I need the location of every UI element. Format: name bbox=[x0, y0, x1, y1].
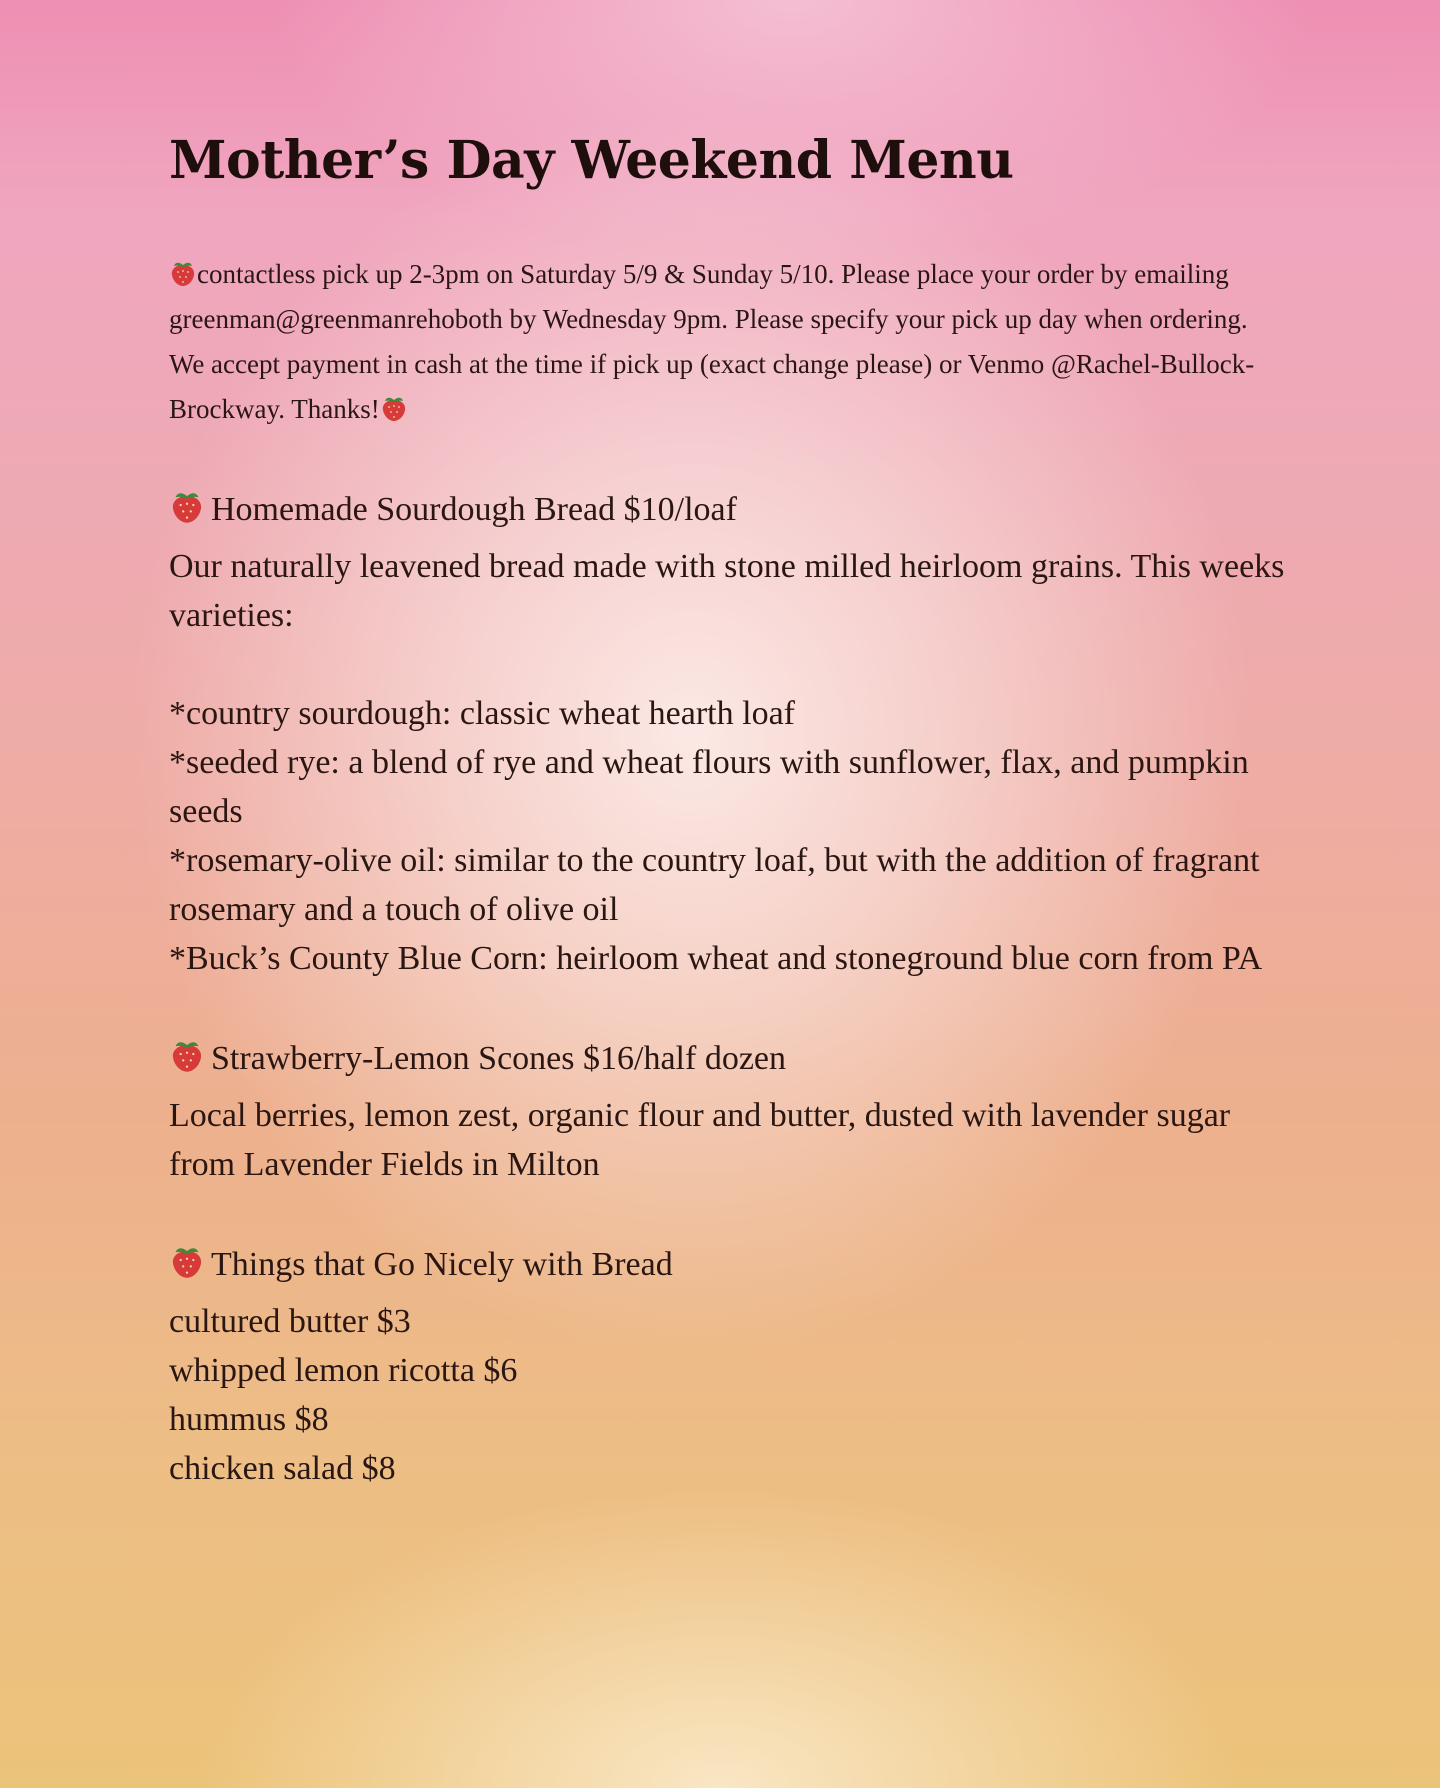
variety-blue-corn: *Buck’s County Blue Corn: heirloom wheat and stoneground blue corn from PA bbox=[169, 940, 1263, 978]
scones-section bbox=[169, 1035, 1289, 1189]
strawberry-icon bbox=[169, 486, 205, 524]
intro-paragraph bbox=[169, 252, 1289, 432]
extra-lemon-ricotta: whipped lemon ricotta $6 bbox=[169, 1352, 518, 1390]
strawberry-icon bbox=[169, 1035, 205, 1073]
extra-hummus: hummus $8 bbox=[169, 1401, 329, 1439]
bread-section bbox=[169, 486, 1289, 983]
scones-description: Local berries, lemon zest, organic flour and butter, dusted with lavender sugar from Lavender Fields in Milton bbox=[169, 1097, 1231, 1184]
extra-cultured-butter: cultured butter $3 bbox=[169, 1303, 411, 1341]
bread-heading-text: Homemade Sourdough Bread $10/loaf bbox=[211, 491, 737, 529]
strawberry-icon bbox=[380, 392, 408, 422]
extras-heading bbox=[169, 1241, 1289, 1289]
extras-list bbox=[169, 1297, 1289, 1493]
page-title: Mother’s Day Weekend Menu bbox=[169, 130, 1014, 191]
extra-chicken-salad: chicken salad $8 bbox=[169, 1450, 396, 1488]
variety-rosemary-olive-oil: *rosemary-olive oil: similar to the country loaf, but with the addition of fragrant rosemary and a touch of olive oil bbox=[169, 842, 1260, 929]
bread-varieties-list bbox=[169, 689, 1289, 983]
scones-heading bbox=[169, 1035, 1289, 1083]
bread-description: Our naturally leavened bread made with stone milled heirloom grains. This weeks varieties: bbox=[169, 548, 1285, 635]
strawberry-icon bbox=[169, 1241, 205, 1279]
strawberry-icon bbox=[169, 257, 197, 287]
extras-heading-text: Things that Go Nicely with Bread bbox=[211, 1246, 673, 1284]
scones-heading-text: Strawberry-Lemon Scones $16/half dozen bbox=[211, 1040, 786, 1078]
bread-heading bbox=[169, 486, 1289, 534]
variety-country-sourdough: *country sourdough: classic wheat hearth loaf bbox=[169, 695, 795, 733]
spacer bbox=[169, 640, 1289, 689]
menu-page bbox=[169, 130, 1289, 1545]
extras-section bbox=[169, 1241, 1289, 1493]
intro-text: contactless pick up 2-3pm on Saturday 5/9 & Sunday 5/10. Please place your order by emailing greenman@greenmanrehoboth by Wednesday 9pm. Please specify your pick up day when ordering. We accept payment in cash at the time if pick up (exact change please) or Venmo @Rachel-Bullock-Brockway. Thanks! bbox=[169, 259, 1255, 425]
variety-seeded-rye: *seeded rye: a blend of rye and wheat flours with sunflower, flax, and pumpkin seeds bbox=[169, 744, 1249, 831]
